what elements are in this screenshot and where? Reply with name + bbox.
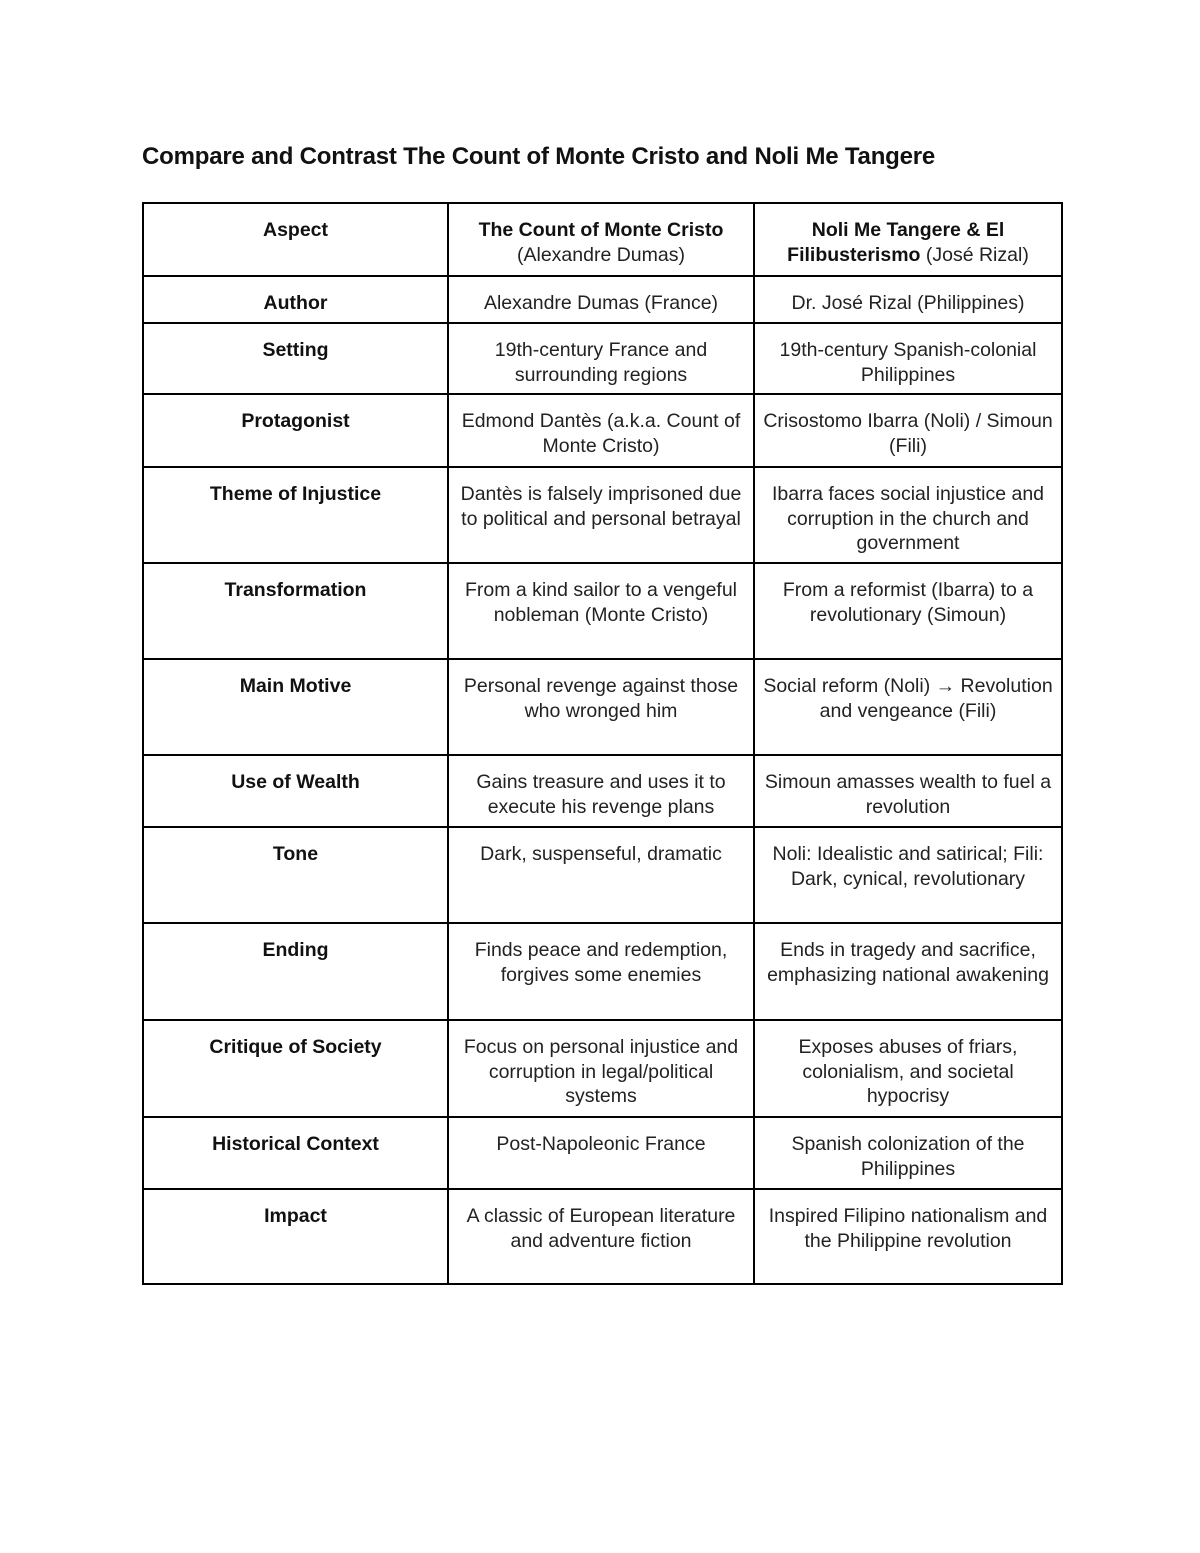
aspect-cell: Main Motive	[143, 659, 448, 755]
table-row	[143, 1020, 1062, 1117]
monte-cristo-cell: Dark, suspenseful, dramatic	[448, 827, 754, 923]
table-row	[143, 755, 1062, 827]
noli-fili-cell: Noli: Idealistic and satirical; Fili: Dark, cynical, revolutionary	[754, 827, 1062, 923]
header-monte-cristo-title: The Count of Monte Cristo	[478, 219, 724, 241]
monte-cristo-cell: Focus on personal injustice and corruption in legal/political systems	[448, 1020, 754, 1117]
aspect-cell: Setting	[143, 323, 448, 394]
noli-fili-cell: Exposes abuses of friars, colonialism, and societal hypocrisy	[754, 1020, 1062, 1117]
monte-cristo-cell: Alexandre Dumas (France)	[448, 276, 754, 323]
aspect-cell: Critique of Society	[143, 1020, 448, 1117]
noli-fili-cell: Ibarra faces social injustice and corruption in the church and government	[754, 467, 1062, 563]
header-noli-fili-title: Noli Me Tangere & El Filibusterismo	[787, 219, 1005, 266]
monte-cristo-cell: A classic of European literature and adventure fiction	[448, 1189, 754, 1284]
noli-fili-cell: Crisostomo Ibarra (Noli) / Simoun (Fili)	[754, 394, 1062, 467]
aspect-cell: Ending	[143, 923, 448, 1020]
monte-cristo-cell: Personal revenge against those who wronged him	[448, 659, 754, 755]
table-row	[143, 276, 1062, 323]
aspect-cell: Author	[143, 276, 448, 323]
noli-fili-cell: From a reformist (Ibarra) to a revolutionary (Simoun)	[754, 563, 1062, 659]
table-row	[143, 659, 1062, 755]
table-row	[143, 1117, 1062, 1189]
monte-cristo-cell: Finds peace and redemption, forgives some enemies	[448, 923, 754, 1020]
aspect-cell: Use of Wealth	[143, 755, 448, 827]
aspect-cell: Historical Context	[143, 1117, 448, 1189]
header-monte-cristo	[448, 203, 754, 276]
table-row	[143, 467, 1062, 563]
page-title: Compare and Contrast The Count of Monte Cristo and Noli Me Tangere	[142, 143, 936, 170]
header-noli-fili-author: (José Rizal)	[925, 243, 1029, 266]
noli-fili-cell: Ends in tragedy and sacrifice, emphasizing national awakening	[754, 923, 1062, 1020]
monte-cristo-cell: Dantès is falsely imprisoned due to political and personal betrayal	[448, 467, 754, 563]
noli-fili-cell: Social reform (Noli) → Revolution and vengeance (Fili)	[754, 659, 1062, 755]
aspect-cell: Transformation	[143, 563, 448, 659]
noli-fili-cell: 19th-century Spanish-colonial Philippines	[754, 323, 1062, 394]
noli-fili-cell: Spanish colonization of the Philippines	[754, 1117, 1062, 1189]
aspect-cell: Impact	[143, 1189, 448, 1284]
monte-cristo-cell: 19th-century France and surrounding regions	[448, 323, 754, 394]
header-aspect: Aspect	[143, 203, 448, 276]
comparison-table	[142, 202, 1063, 1285]
table-row	[143, 827, 1062, 923]
monte-cristo-cell: Edmond Dantès (a.k.a. Count of Monte Cristo)	[448, 394, 754, 467]
monte-cristo-cell: Post-Napoleonic France	[448, 1117, 754, 1189]
table-row	[143, 563, 1062, 659]
table-header-row	[143, 203, 1062, 276]
aspect-cell: Theme of Injustice	[143, 467, 448, 563]
monte-cristo-cell: Gains treasure and uses it to execute his revenge plans	[448, 755, 754, 827]
table-row	[143, 323, 1062, 394]
noli-fili-cell: Simoun amasses wealth to fuel a revolution	[754, 755, 1062, 827]
header-noli-fili	[754, 203, 1062, 276]
table-row	[143, 1189, 1062, 1284]
table-row	[143, 394, 1062, 467]
table-row	[143, 923, 1062, 1020]
aspect-cell: Tone	[143, 827, 448, 923]
aspect-cell: Protagonist	[143, 394, 448, 467]
monte-cristo-cell: From a kind sailor to a vengeful nobleman (Monte Cristo)	[448, 563, 754, 659]
noli-fili-cell: Inspired Filipino nationalism and the Philippine revolution	[754, 1189, 1062, 1284]
header-monte-cristo-author: (Alexandre Dumas)	[517, 243, 685, 266]
noli-fili-cell: Dr. José Rizal (Philippines)	[754, 276, 1062, 323]
